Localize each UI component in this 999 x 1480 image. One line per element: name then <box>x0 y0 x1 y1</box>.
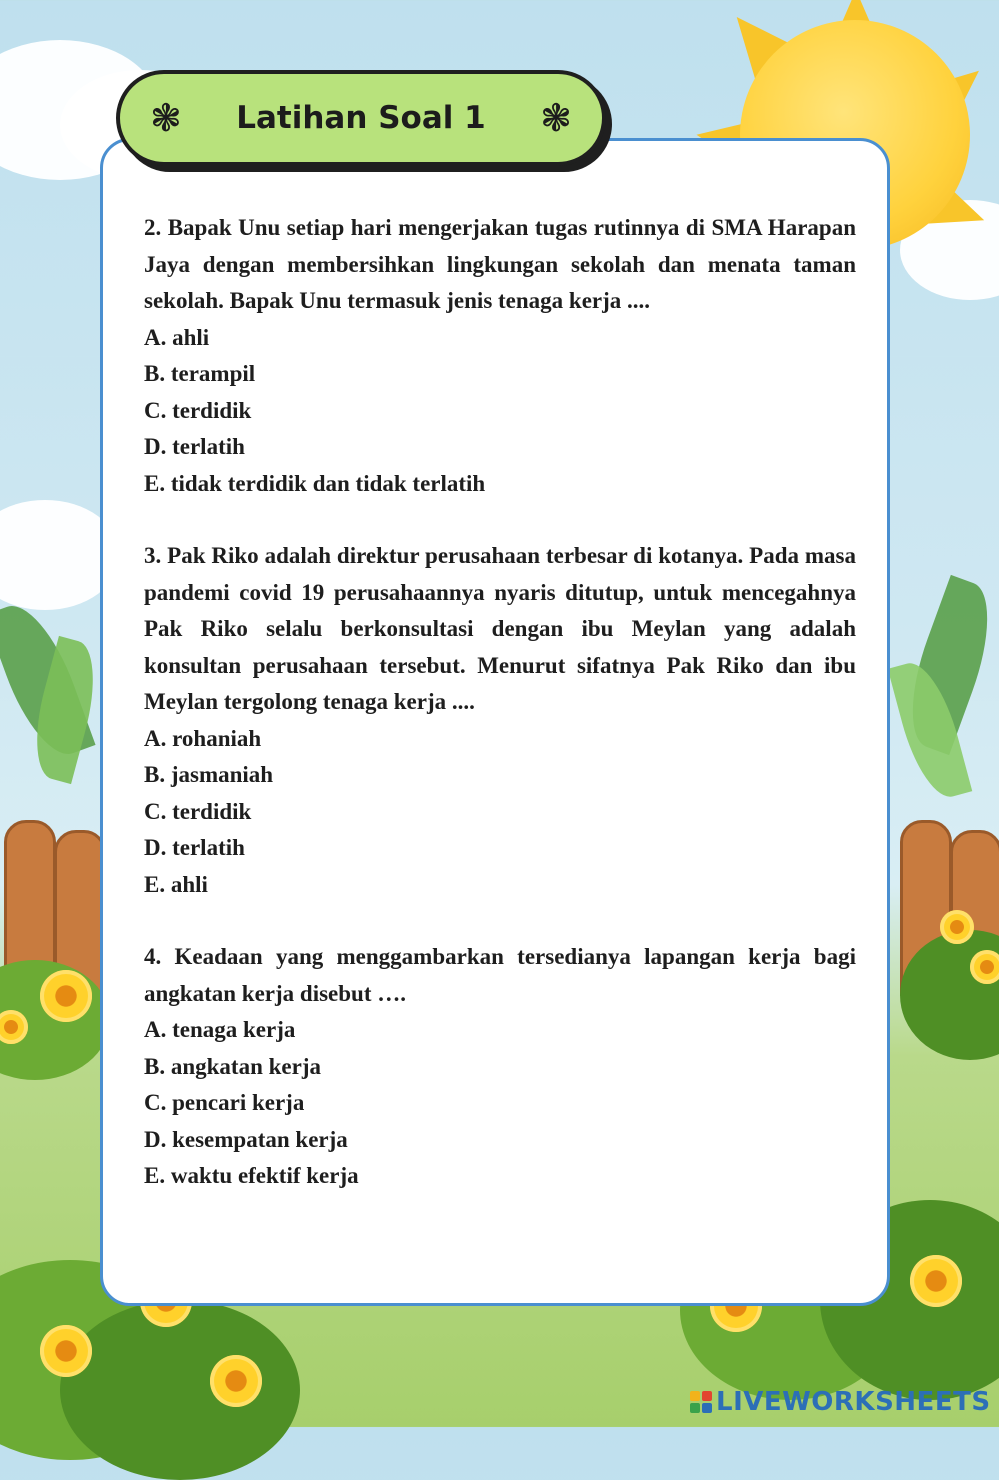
answer-option: C. pencari kerja <box>144 1090 305 1115</box>
asterisk-icon: ❃ <box>150 96 182 140</box>
answer-option: A. rohaniah <box>144 725 262 751</box>
question-text: 3. Pak Riko adalah direktur perusahaan terbesar di kotanya. Pada masa pandemi covid 19 perusahaannya nyaris ditutup, untuk mencegahnya Pak Riko selalu berkonsultasi dengan ibu Meylan yang adalah konsultan perusahaan tersebut. Menurut sifatnya Pak Riko dan ibu Meylan tergolong tenaga kerja .... <box>144 543 856 714</box>
answer-option: B. terampil <box>144 361 256 386</box>
question-text: 2. Bapak Unu setiap hari mengerjakan tugas rutinnya di SMA Harapan Jaya dengan membersihkan lingkungan sekolah dan menata taman sekolah. Bapak Unu termasuk jenis tenaga kerja .... <box>144 215 856 313</box>
flower-icon <box>910 1255 962 1307</box>
question-text: 4. Keadaan yang menggambarkan tersedianya lapangan kerja bagi angkatan kerja disebut …. <box>144 944 856 1006</box>
liveworksheets-watermark <box>690 1384 991 1420</box>
answer-option: D. terlatih <box>144 434 245 459</box>
answer-option: E. ahli <box>144 871 208 897</box>
answer-option: C. terdidik <box>144 397 252 423</box>
answer-option: E. tidak terdidik dan tidak terlatih <box>144 470 486 496</box>
answer-option: B. angkatan kerja <box>144 1053 321 1079</box>
answer-option: B. jasmaniah <box>144 762 274 787</box>
answer-option: E. waktu efektif kerja <box>144 1163 359 1188</box>
question-list <box>144 210 856 1195</box>
spacer <box>144 903 856 939</box>
flower-icon <box>40 1325 92 1377</box>
question-block <box>144 210 856 502</box>
title-banner <box>116 70 606 166</box>
answer-option: A. ahli <box>144 324 210 350</box>
liveworksheets-logo-icon <box>690 1391 712 1413</box>
watermark-text: LIVEWORKSHEETS <box>716 1387 991 1417</box>
flower-icon <box>40 970 92 1022</box>
flower-icon <box>970 950 999 984</box>
asterisk-icon: ❃ <box>540 96 572 140</box>
question-block <box>144 538 856 903</box>
question-block <box>144 939 856 1195</box>
answer-option: C. terdidik <box>144 798 252 824</box>
page-title: Latihan Soal 1 <box>236 100 486 136</box>
flower-icon <box>940 910 974 944</box>
answer-option: D. terlatih <box>144 835 245 860</box>
answer-option: D. kesempatan kerja <box>144 1126 348 1152</box>
bush-decoration <box>60 1300 300 1480</box>
flower-icon <box>210 1355 262 1407</box>
spacer <box>144 502 856 538</box>
answer-option: A. tenaga kerja <box>144 1017 296 1042</box>
